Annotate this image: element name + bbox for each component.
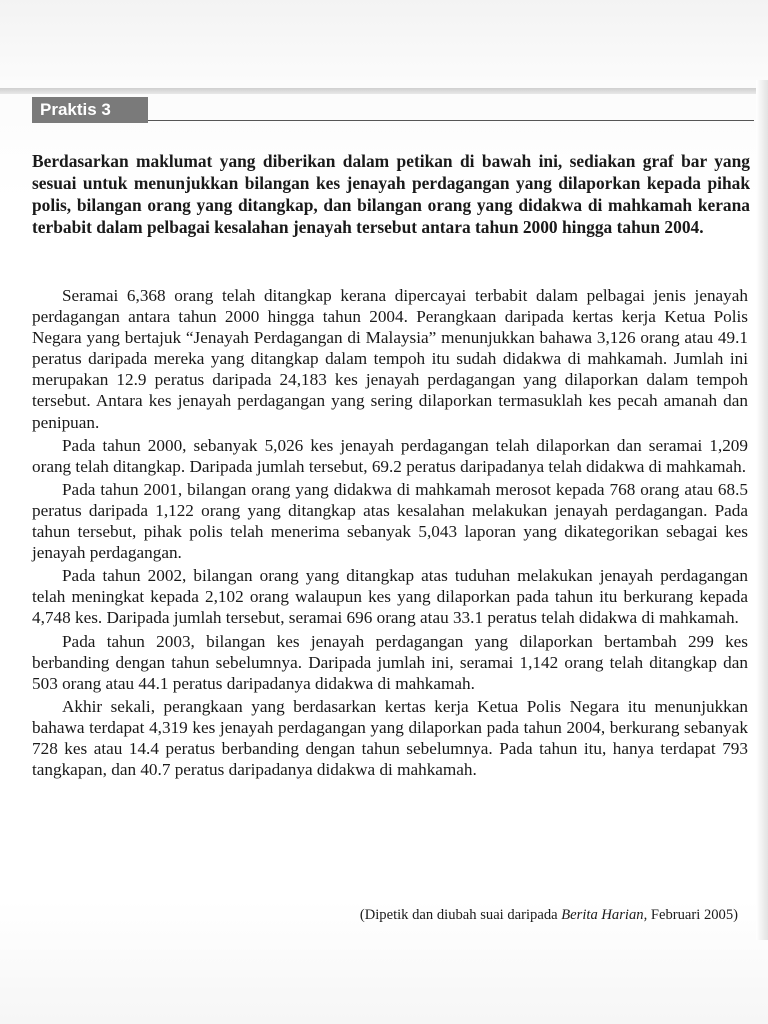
section-badge: Praktis 3 (32, 97, 148, 123)
instruction-text: Berdasarkan maklumat yang diberikan dalam petikan di bawah ini, sediakan graf bar yang sesuai untuk menunjukkan bilangan kes jenayah perdagangan yang dilaporkan kepada pihak polis, bilangan orang yang ditangkap, dan bilangan orang yang didakwa di mahkamah kerana terbabit dalam pelbagai kesalahan jenayah tersebut antara tahun 2000 hingga tahun 2004. (32, 151, 750, 237)
paragraph: Pada tahun 2003, bilangan kes jenayah perdagangan yang dilaporkan bertambah 299 kes berbanding dengan tahun sebelumnya. Daripada jumlah ini, seramai 1,142 orang telah ditangkap dan 503 orang atau 44.1 peratus daripadanya didakwa di mahkamah. (32, 631, 748, 693)
source-prefix: (Dipetik dan diubah suai daripada (359, 907, 562, 923)
passage (32, 285, 748, 782)
paragraph: Pada tahun 2001, bilangan orang yang didakwa di mahkamah merosot kepada 768 orang atau 68.5 peratus daripada 1,122 orang yang ditangkap atas kesalahan melakukan jenayah perdagangan. Pada tahun tersebut, pihak polis telah menerima sebanyak 5,043 laporan yang dikategorikan sebagai kes jenayah perdagangan. (32, 479, 748, 563)
paragraph: Pada tahun 2000, sebanyak 5,026 kes jenayah perdagangan telah dilaporkan dan seramai 1,209 orang telah ditangkap. Daripada jumlah tersebut, 69.2 peratus daripadanya telah didakwa di mahkamah. (32, 435, 748, 476)
source-citation (32, 906, 738, 924)
paragraph: Seramai 6,368 orang telah ditangkap kerana dipercayai terbabit dalam pelbagai jenis jenayah perdagangan antara tahun 2000 hingga tahun 2004. Perangkaan daripada kertas kerja Ketua Polis Negara yang bertajuk “Jenayah Perdagangan di Malaysia” menunjukkan bahawa 3,126 orang atau 49.1 peratus daripada mereka yang ditangkap dalam tempoh itu sudah didakwa di mahkamah. Jumlah ini merupakan 12.9 peratus daripada 24,183 kes jenayah perdagangan yang dilaporkan dalam tempoh tersebut. Antara kes jenayah perdagangan yang sering dilaporkan termasuklah kes pecah amanah dan penipuan. (32, 286, 748, 432)
book-spine-shadow (756, 80, 768, 940)
header-divider (148, 120, 754, 121)
source-suffix: , Februari 2005) (643, 907, 738, 923)
paragraph: Pada tahun 2002, bilangan orang yang ditangkap atas tuduhan melakukan jenayah perdagangan telah meningkat kepada 2,102 orang walaupun kes yang dilaporkan pada tahun itu berkurang kepada 4,748 kes. Daripada jumlah tersebut, seramai 696 orang atau 33.1 peratus telah didakwa di mahkamah. (32, 566, 748, 628)
source-publication: Berita Harian (561, 907, 644, 923)
section-header (32, 95, 754, 125)
top-rule (0, 88, 768, 94)
paragraph: Akhir sekali, perangkaan yang berdasarkan kertas kerja Ketua Polis Negara itu menunjukkan bahawa terdapat 4,319 kes jenayah perdagangan yang dilaporkan pada tahun 2004, berkurang sebanyak 728 kes atau 14.4 peratus berbanding dengan tahun sebelumnya. Pada tahun itu, hanya terdapat 793 tangkapan, dan 40.7 peratus daripadanya didakwa di mahkamah. (32, 696, 748, 780)
